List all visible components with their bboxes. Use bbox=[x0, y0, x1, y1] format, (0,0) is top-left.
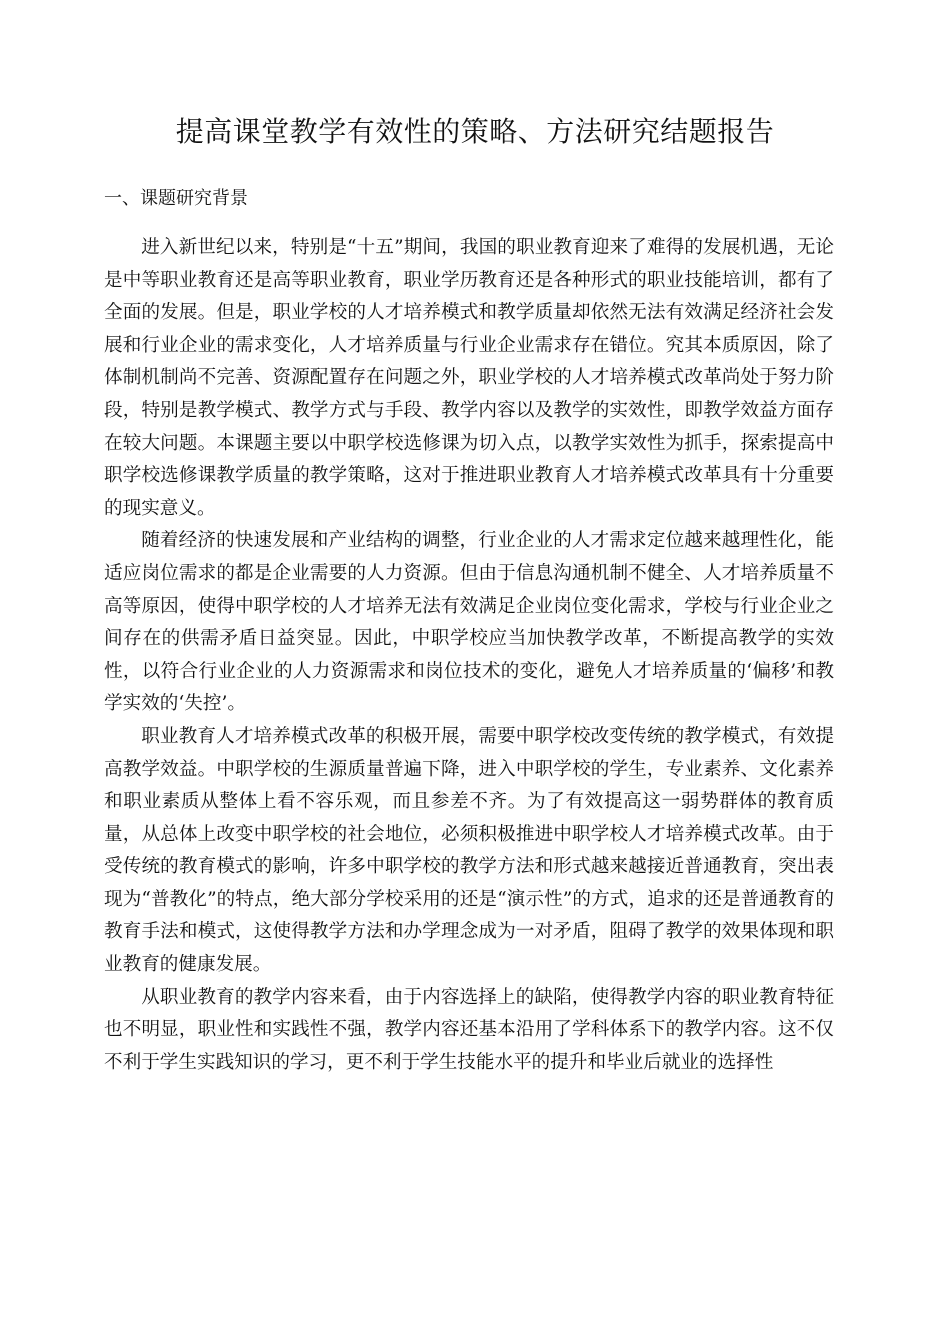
paragraph: 随着经济的快速发展和产业结构的调整，行业企业的人才需求定位越来越理性化，能适应岗位需求的都是企业需要的人力资源。但由于信息沟通机制不健全、人才培养质量不高等原因，使得中职学校的人才培养无法有效满足企业岗位变化需求，学校与行业企业之间存在的供需矛盾日益突显。因此，中职学校应当加快教学改革，不断提高教学的实效性，以符合行业企业的人力资源需求和岗位技术的变化，避免人才培养质量的‘偏移’和教学实效的‘失控’。 bbox=[104, 530, 834, 715]
section-body bbox=[104, 232, 834, 1079]
paragraph: 职业教育人才培养模式改革的积极开展，需要中职学校改变传统的教学模式，有效提高教学效益。中职学校的生源质量普遍下降，进入中职学校的学生，专业素养、文化素养和职业素质从整体上看不容乐观，而且参差不齐。为了有效提高这一弱势群体的教育质量，从总体上改变中职学校的社会地位，必须积极推进中职学校人才培养模式改革。由于受传统的教育模式的影响，许多中职学校的教学方法和形式越来越接近普通教育，突出表现为“普教化”的特点，绝大部分学校采用的还是“演示性”的方式，追求的还是普通教育的教育手法和模式，这使得教学方法和办学理念成为一对矛盾，阻碍了教学的效果体现和职业教育的健康发展。 bbox=[104, 725, 834, 976]
section-heading: 一、课题研究背景 bbox=[104, 188, 248, 209]
document-title: 提高课堂教学有效性的策略、方法研究结题报告 bbox=[175, 115, 775, 148]
paragraph: 进入新世纪以来，特别是“十五”期间，我国的职业教育迎来了难得的发展机遇，无论是中等职业教育还是高等职业教育，职业学历教育还是各种形式的职业技能培训，都有了全面的发展。但是，职业学校的人才培养模式和教学质量却依然无法有效满足经济社会发展和行业企业的需求变化，人才培养质量与行业企业需求存在错位。究其本质原因，除了体制机制尚不完善、资源配置存在问题之外，职业学校的人才培养模式改革尚处于努力阶段，特别是教学模式、教学方式与手段、教学内容以及教学的实效性，即教学效益方面存在较大问题。本课题主要以中职学校选修课为切入点，以教学实效性为抓手，探索提高中职学校选修课教学质量的教学策略，这对于推进职业教育人才培养模式改革具有十分重要的现实意义。 bbox=[104, 237, 834, 519]
paragraph: 从职业教育的教学内容来看，由于内容选择上的缺陷，使得教学内容的职业教育特征也不明显，职业性和实践性不强，教学内容还基本沿用了学科体系下的教学内容。这不仅不利于学生实践知识的学习，更不利于学生技能水平的提升和毕业后就业的选择性 bbox=[104, 986, 834, 1073]
